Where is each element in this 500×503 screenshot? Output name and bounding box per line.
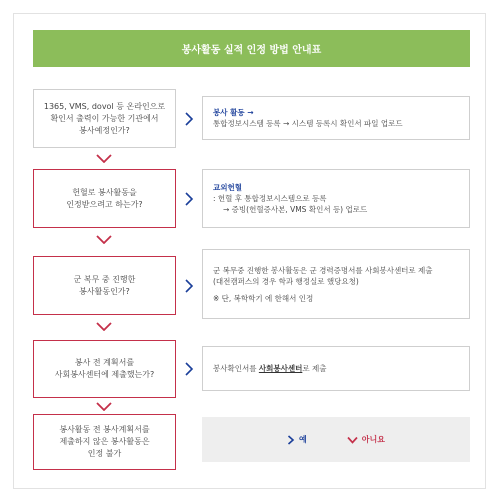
question-box-4 xyxy=(33,340,176,398)
question-text: 군 복무 중 진행한 봉사활동인가? xyxy=(73,274,136,296)
answer-box-4 xyxy=(202,346,470,391)
answer-legend xyxy=(202,417,470,462)
chevron-right-icon xyxy=(184,112,194,126)
chevron-down-icon xyxy=(96,154,112,163)
answer-line: → 증빙(헌혈증사본, VMS 확인서 등) 업로드 xyxy=(223,205,368,214)
yes-option[interactable] xyxy=(287,434,307,445)
answer-line: 통합정보시스템 등록 → 시스템 등록시 확인서 파일 업로드 xyxy=(213,119,403,128)
no-label: 아니요 xyxy=(361,435,385,444)
chevron-right-icon xyxy=(184,192,194,206)
answer-line: (대전캠퍼스의 경우 학과 행정실로 했당요청) xyxy=(213,276,359,286)
answer-line: : 헌혈 후 통합정보시스템으로 등록 xyxy=(213,194,327,203)
question-text: 1365, VMS, dovol 등 온라인으로 확인서 출력이 가능한 기관에서 봉사예정인가? xyxy=(43,101,166,135)
answer-title: 교외헌혈 xyxy=(213,183,242,192)
answer-title: 봉사 활동 → xyxy=(213,108,254,117)
no-option[interactable] xyxy=(347,434,385,445)
question-box-1 xyxy=(33,89,176,148)
chevron-right-icon xyxy=(184,279,194,293)
answer-box-3 xyxy=(202,249,470,319)
answer-line xyxy=(213,363,459,374)
page-title: 봉사활동 실적 인정 방법 안내표 xyxy=(33,30,470,67)
answer-note: ※ 단, 복학학기 에 한해서 인정 xyxy=(213,293,314,303)
chevron-right-icon xyxy=(184,362,194,376)
question-text: 봉사활동 전 봉사계획서를 제출하지 않은 봉사활동은 인정 불가 xyxy=(59,425,150,458)
question-box-5 xyxy=(33,414,176,470)
question-box-2 xyxy=(33,169,176,228)
answer-prefix: 봉사확인서를 xyxy=(213,364,259,373)
question-box-3 xyxy=(33,256,176,315)
answer-box-1 xyxy=(202,96,470,140)
chevron-down-icon xyxy=(347,436,358,444)
answer-line: 군 복무중 진행한 봉사활동은 군 경력증명서를 사회봉사센터로 제출 xyxy=(213,265,433,275)
answer-suffix: 로 제출 xyxy=(302,364,327,373)
chevron-down-icon xyxy=(96,235,112,244)
yes-label: 예 xyxy=(299,435,307,444)
chevron-down-icon xyxy=(96,402,112,411)
question-text: 봉사 전 계획서를 사회봉사센터에 제출했는가? xyxy=(54,358,155,379)
social-service-center-link: 사회봉사센터 xyxy=(258,364,303,373)
chevron-right-icon xyxy=(287,435,295,445)
answer-box-2 xyxy=(202,169,470,228)
chevron-down-icon xyxy=(96,322,112,331)
question-text: 헌혈로 봉사활동을 인정받으려고 하는가? xyxy=(66,187,143,209)
